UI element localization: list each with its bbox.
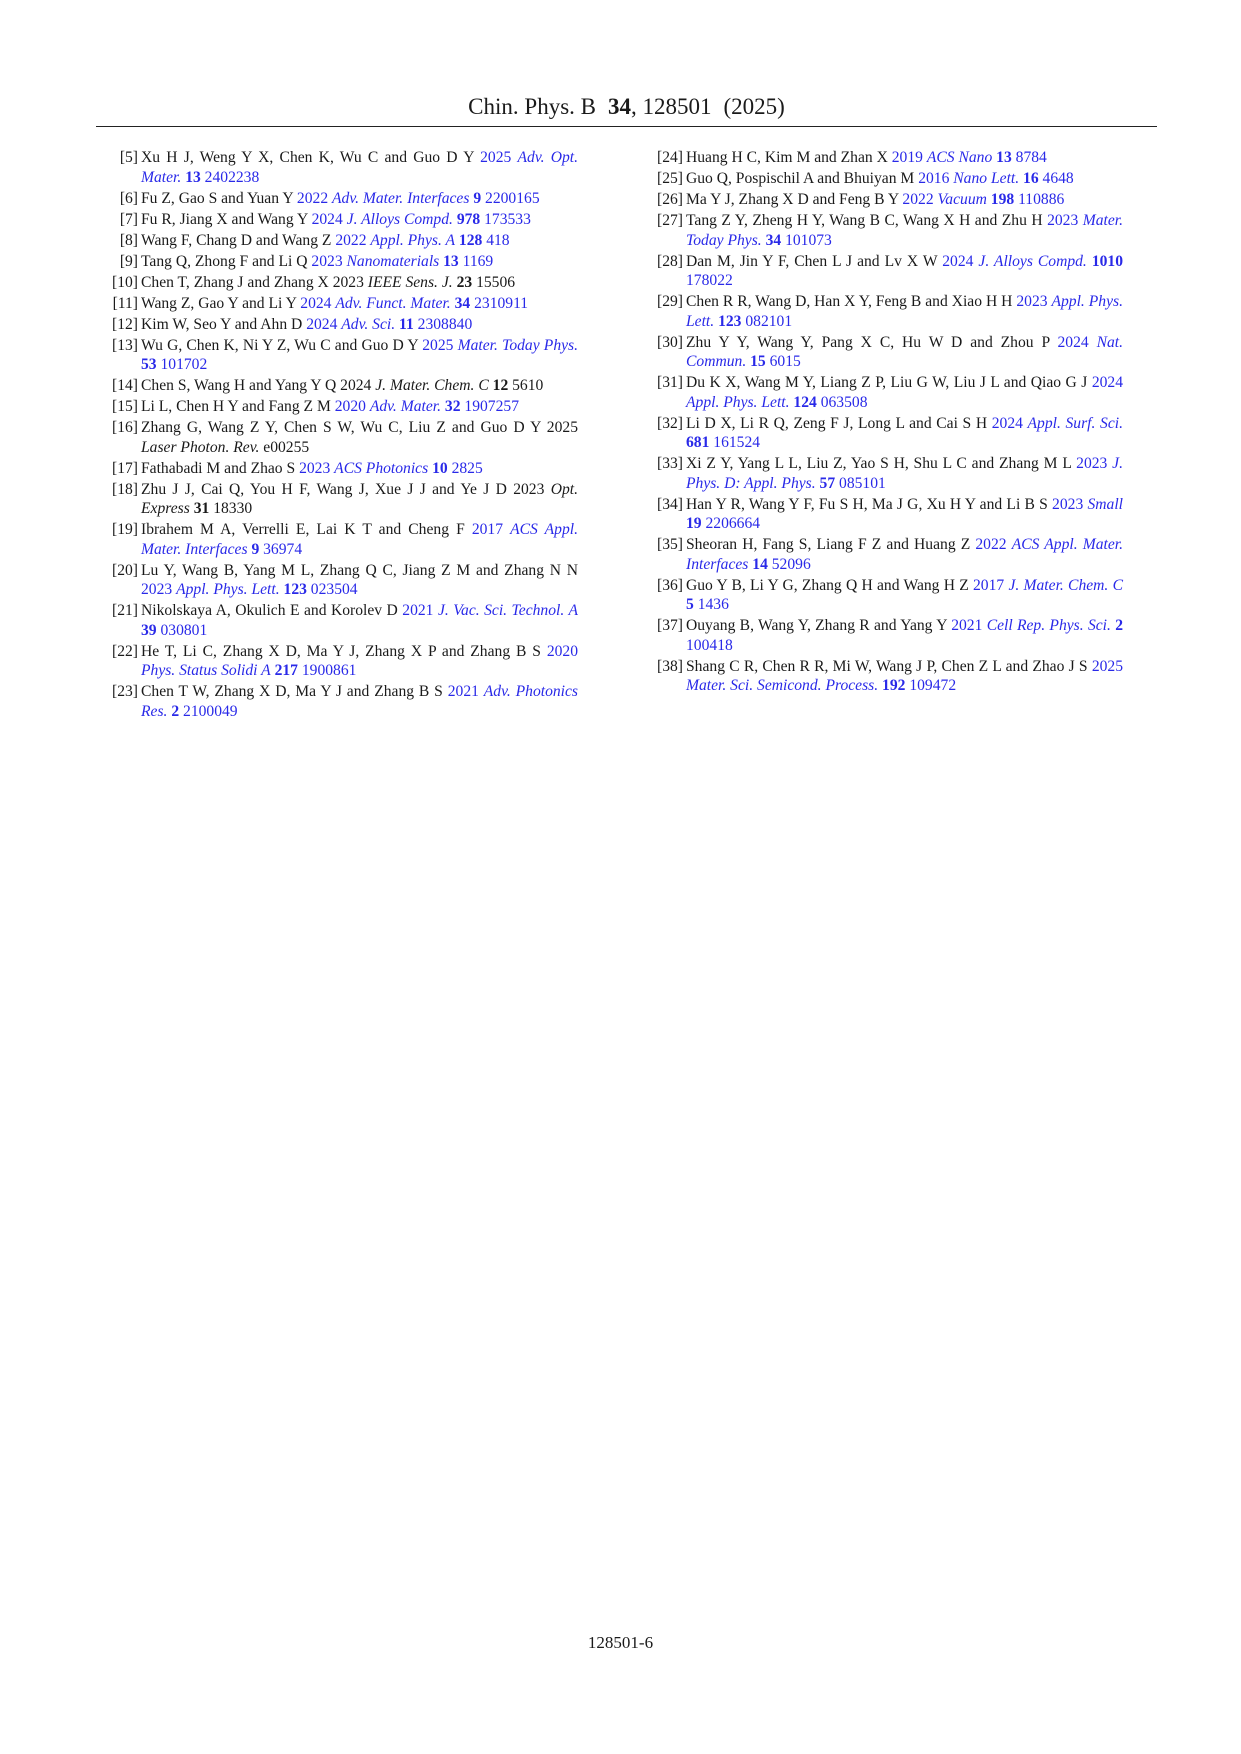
journal-link[interactable]: Adv. Opt. Mater. <box>141 149 578 186</box>
reference-segment: Du K X, Wang M Y, Liang Z P, Liu G W, Liu J L and Qiao G J <box>686 374 1092 391</box>
reference-text <box>141 315 578 335</box>
reference-segment: Fu Z, Gao S and Yuan Y <box>141 189 297 207</box>
reference-number: [21] <box>112 602 138 619</box>
reference-number: [16] <box>112 419 138 436</box>
reference-text <box>686 535 1123 574</box>
reference-text <box>141 231 578 251</box>
reference-number: [15] <box>112 398 138 415</box>
citation-link[interactable]: 030801 <box>156 621 208 639</box>
reference-segment: Xu H J, Weng Y X, Chen K, Wu C and Guo D Y <box>141 149 481 166</box>
volume-link[interactable]: 2 <box>171 702 180 720</box>
volume-link[interactable]: 57 <box>819 474 836 492</box>
volume-link[interactable]: 11 <box>399 315 414 333</box>
volume-link[interactable]: 123 <box>718 312 742 330</box>
reference-segment: Chen T, Zhang J and Zhang X 2023 <box>141 273 368 291</box>
volume-link[interactable]: 5 <box>686 596 694 613</box>
journal-link[interactable]: ACS Nano <box>926 149 993 166</box>
volume-link[interactable]: 9 <box>473 189 482 207</box>
citation-link[interactable]: 2022 <box>296 189 329 207</box>
reference-segment: Ouyang B, Wang Y, Zhang R and Yang Y <box>686 617 952 634</box>
reference-number: [5] <box>119 149 138 166</box>
journal-name: J. Mater. Chem. C <box>375 377 489 394</box>
reference-item <box>104 252 578 272</box>
reference-item <box>649 657 1123 696</box>
citation-link[interactable]: 2022 <box>975 536 1007 553</box>
volume-link[interactable]: 19 <box>686 515 702 532</box>
reference-text <box>686 211 1123 250</box>
reference-text <box>686 252 1123 291</box>
citation-link[interactable]: 2022 <box>335 231 367 249</box>
reference-text <box>141 397 578 417</box>
journal-name: IEEE Sens. J. <box>367 273 453 291</box>
journal-link[interactable]: Nat. Commun. <box>686 333 1123 370</box>
reference-segment: Xi Z Y, Yang L L, Liu Z, Yao S H, Shu L C and Zhang M L <box>686 455 1077 472</box>
volume-link[interactable]: 124 <box>793 393 817 411</box>
reference-segment: Zhang G, Wang Z Y, Chen S W, Wu C, Liu Z and Guo D Y 2025 <box>141 419 578 436</box>
citation-link[interactable]: 2016 <box>918 170 950 187</box>
reference-number: [6] <box>119 189 138 207</box>
reference-item <box>104 418 578 457</box>
reference-number: [18] <box>112 480 138 498</box>
reference-item <box>104 148 578 187</box>
citation-link[interactable]: 2024 <box>1057 333 1089 351</box>
journal-link[interactable]: Adv. Funct. Mater. <box>335 294 451 312</box>
reference-text <box>141 561 578 600</box>
citation-link[interactable]: 2024 <box>300 294 332 312</box>
citation-link[interactable]: 161524 <box>709 434 761 451</box>
volume-link[interactable]: 2 <box>1115 617 1123 634</box>
reference-item <box>649 616 1123 655</box>
citation-link[interactable]: 2023 <box>1052 495 1084 513</box>
citation-link[interactable]: 2021 <box>951 617 983 634</box>
reference-text <box>686 414 1123 453</box>
citation-link[interactable]: 52096 <box>767 555 811 573</box>
reference-item <box>104 336 578 375</box>
reference-item <box>649 454 1123 493</box>
references-right-column <box>649 148 1123 697</box>
reference-text <box>686 495 1123 534</box>
reference-text <box>686 454 1123 493</box>
citation-link[interactable]: 2024 <box>311 210 343 228</box>
article-number: 128501 <box>642 94 712 119</box>
reference-segment: 18330 <box>209 500 253 517</box>
volume-link[interactable]: 128 <box>458 231 483 249</box>
reference-segment: Wang Z, Gao Y and Li Y <box>141 294 301 312</box>
reference-text <box>141 480 578 519</box>
citation-link[interactable]: 1169 <box>458 252 494 270</box>
journal-link[interactable]: Nanomaterials <box>346 252 440 270</box>
volume-link[interactable]: 15 <box>750 353 766 370</box>
reference-item <box>649 190 1123 210</box>
citation-link[interactable]: 1900861 <box>297 662 357 679</box>
header-rule <box>96 126 1157 127</box>
page-header: Chin. Phys. B 34, 128501 (2025) <box>468 94 785 119</box>
reference-item <box>104 601 578 640</box>
reference-text <box>686 576 1123 615</box>
citation-link[interactable]: 2200165 <box>481 189 540 207</box>
reference-number: [27] <box>657 212 683 229</box>
citation-link[interactable]: 023504 <box>306 581 358 598</box>
citation-link[interactable]: 2024 <box>306 315 338 333</box>
citation-link[interactable]: 8784 <box>1011 149 1047 166</box>
journal-name: Chin. Phys. B <box>468 94 596 119</box>
references-left-column <box>104 148 578 723</box>
reference-segment: Zhu J J, Cai Q, You H F, Wang J, Xue J J and Ye J D 2023 <box>141 480 551 498</box>
reference-text <box>141 601 578 640</box>
reference-segment: Huang H C, Kim M and Zhan X <box>686 149 892 166</box>
citation-link[interactable]: 110886 <box>1014 191 1065 208</box>
reference-segment: Sheoran H, Fang S, Liang F Z and Huang Z <box>686 536 976 553</box>
volume-link[interactable]: 681 <box>686 434 710 451</box>
citation-link[interactable]: 1436 <box>693 596 729 613</box>
reference-segment: Ibrahem M A, Verrelli E, Lai K T and Cheng F <box>141 521 472 538</box>
reference-number: [25] <box>657 170 683 187</box>
citation-link[interactable]: 1907257 <box>460 398 519 415</box>
volume-link[interactable]: 978 <box>456 210 481 228</box>
citation-link[interactable]: 2025 <box>422 336 454 354</box>
citation-link[interactable]: 36974 <box>259 540 303 558</box>
reference-number: [20] <box>112 561 138 579</box>
reference-text <box>141 459 578 479</box>
volume-link[interactable]: 39 <box>141 621 157 639</box>
journal-volume: 34 <box>608 94 631 119</box>
citation-link[interactable]: 2020 <box>546 642 578 660</box>
reference-segment: Fathabadi M and Zhao S <box>141 459 300 477</box>
journal-link[interactable]: Adv. Photonics Res. <box>141 683 579 720</box>
reference-number: [13] <box>112 336 138 354</box>
volume-link[interactable]: 32 <box>444 398 461 415</box>
reference-number: [26] <box>657 191 683 208</box>
reference-item <box>104 459 578 479</box>
reference-item <box>104 520 578 559</box>
citation-link[interactable]: 2024 <box>991 414 1023 432</box>
reference-segment: Lu Y, Wang B, Yang M L, Zhang Q C, Jiang Z M and Zhang N N <box>141 561 578 579</box>
volume-link[interactable]: 10 <box>432 459 448 477</box>
page-number: 128501-6 <box>587 1633 654 1652</box>
citation-link[interactable]: 101702 <box>156 356 208 373</box>
volume-link[interactable]: 9 <box>251 540 260 558</box>
reference-segment: Nikolskaya A, Okulich E and Korolev D <box>141 602 403 619</box>
volume-link[interactable]: 198 <box>990 191 1015 208</box>
citation-link[interactable]: 2100049 <box>179 702 238 720</box>
volume-number: 12 <box>492 377 509 394</box>
reference-segment <box>1089 334 1097 351</box>
reference-text <box>141 336 578 375</box>
reference-item <box>104 561 578 600</box>
reference-item <box>649 211 1123 250</box>
reference-text <box>686 190 1123 210</box>
reference-text <box>141 210 578 230</box>
reference-text <box>141 520 578 559</box>
journal-link[interactable]: Mater. Today Phys. <box>686 212 1124 249</box>
reference-number: [17] <box>112 459 138 477</box>
reference-item <box>104 273 578 293</box>
citation-link[interactable]: 082101 <box>741 312 793 330</box>
reference-segment: Li L, Chen H Y and Fang Z M <box>141 398 335 415</box>
reference-segment: Han Y R, Wang Y F, Fu S H, Ma J G, Xu H Y and Li B S <box>686 495 1053 513</box>
reference-item <box>104 682 578 721</box>
reference-segment: Guo Q, Pospischil A and Bhuiyan M <box>686 170 919 187</box>
citation-link[interactable]: 4648 <box>1038 170 1074 187</box>
journal-link[interactable]: J. Vac. Sci. Technol. A <box>437 602 578 619</box>
reference-segment: Zhu Y Y, Wang Y, Pang X C, Hu W D and Zhou P <box>686 333 1058 351</box>
journal-link[interactable]: J. Alloys Compd. <box>346 210 453 228</box>
citation-link[interactable]: 101073 <box>781 231 832 249</box>
volume-link[interactable]: 192 <box>882 677 906 694</box>
journal-link[interactable]: Small <box>1087 495 1123 513</box>
journal-link[interactable]: J. Phys. D: Appl. Phys. <box>686 455 1123 492</box>
journal-link[interactable]: Appl. Phys. A <box>370 231 456 249</box>
volume-number: 23 <box>456 273 473 291</box>
citation-link[interactable]: 2023 <box>299 459 331 477</box>
journal-name: Laser Photon. Rev. <box>141 438 260 456</box>
citation-link[interactable]: 2022 <box>902 191 934 208</box>
reference-segment: e00255 <box>259 438 310 456</box>
reference-text <box>141 642 578 681</box>
reference-segment: Kim W, Seo Y and Ahn D <box>141 315 307 333</box>
reference-text <box>141 682 578 721</box>
citation-link[interactable]: 2025 <box>480 149 512 166</box>
citation-link[interactable]: 2023 <box>141 581 173 598</box>
reference-number: [11] <box>112 294 138 312</box>
reference-text <box>686 292 1123 331</box>
citation-link[interactable]: 2308840 <box>413 315 473 333</box>
reference-number: [35] <box>657 536 683 553</box>
volume-link[interactable]: 1010 <box>1091 252 1123 270</box>
reference-number: [34] <box>657 495 683 513</box>
reference-item <box>104 231 578 251</box>
reference-item <box>649 252 1123 291</box>
reference-segment: Li D X, Li R Q, Zeng F J, Long L and Cai S H <box>686 414 992 432</box>
citation-link[interactable]: 2402238 <box>200 168 260 186</box>
volume-number: 31 <box>193 500 210 517</box>
reference-number: [32] <box>657 414 683 432</box>
journal-link[interactable]: Appl. Phys. Lett. <box>176 581 280 598</box>
reference-item <box>104 480 578 519</box>
reference-number: [19] <box>112 521 138 538</box>
reference-text <box>141 294 578 314</box>
citation-link[interactable]: 2017 <box>973 576 1005 594</box>
citation-link[interactable]: 2019 <box>891 149 923 166</box>
reference-number: [29] <box>657 293 683 310</box>
reference-item <box>649 148 1123 168</box>
reference-item <box>104 642 578 681</box>
reference-number: [24] <box>657 149 683 166</box>
reference-item <box>104 189 578 209</box>
volume-link[interactable]: 123 <box>283 581 307 598</box>
journal-link[interactable]: Cell Rep. Phys. Sci. <box>986 617 1111 634</box>
journal-name: Opt. Express <box>141 480 578 517</box>
reference-item <box>649 535 1123 574</box>
reference-item <box>104 294 578 314</box>
citation-link[interactable]: 109472 <box>905 677 957 694</box>
journal-link[interactable]: Mater. Sci. Semicond. Process. <box>686 677 879 694</box>
citation-link[interactable]: 2021 <box>447 683 479 700</box>
journal-link[interactable]: Adv. Mater. <box>369 398 442 415</box>
volume-link[interactable]: 34 <box>765 231 782 249</box>
reference-item <box>649 576 1123 615</box>
volume-link[interactable]: 13 <box>443 252 459 270</box>
reference-number: [37] <box>657 617 683 634</box>
reference-segment: Wu G, Chen K, Ni Y Z, Wu C and Guo D Y <box>141 336 423 354</box>
citation-link[interactable]: 2025 <box>1091 657 1123 675</box>
reference-number: [36] <box>657 576 683 594</box>
journal-link[interactable]: ACS Appl. Mater. Interfaces <box>686 536 1123 573</box>
journal-link[interactable]: Nano Lett. <box>953 170 1020 187</box>
citation-link[interactable]: 178022 <box>686 272 733 289</box>
citation-link[interactable]: 173533 <box>480 210 531 228</box>
reference-item <box>104 315 578 335</box>
reference-number: [31] <box>657 374 683 391</box>
citation-link[interactable]: 6015 <box>765 353 801 370</box>
reference-segment: Dan M, Jin Y F, Chen L J and Lv X W <box>686 252 943 270</box>
citation-link[interactable]: 2024 <box>942 252 974 270</box>
reference-text <box>686 148 1123 168</box>
reference-text <box>141 148 578 187</box>
volume-link[interactable]: 13 <box>185 168 201 186</box>
reference-number: [12] <box>112 315 138 333</box>
reference-number: [10] <box>112 273 138 291</box>
reference-item <box>649 373 1123 412</box>
journal-link[interactable]: Adv. Sci. <box>341 315 396 333</box>
volume-link[interactable]: 16 <box>1023 170 1039 187</box>
journal-link[interactable]: Mater. Today Phys. <box>457 336 579 354</box>
reference-text <box>686 169 1123 189</box>
reference-number: [33] <box>657 455 683 472</box>
volume-link[interactable]: 34 <box>454 294 471 312</box>
reference-segment: Chen T W, Zhang X D, Ma Y J and Zhang B S <box>141 683 448 700</box>
reference-text <box>686 373 1123 412</box>
reference-item <box>104 397 578 417</box>
reference-number: [38] <box>657 657 683 675</box>
citation-link[interactable]: 2017 <box>471 521 504 538</box>
reference-segment: Fu R, Jiang X and Wang Y <box>141 210 312 228</box>
reference-segment: Ma Y J, Zhang X D and Feng B Y <box>686 191 903 208</box>
citation-link[interactable]: 063508 <box>816 393 868 411</box>
journal-link[interactable]: J. Mater. Chem. C <box>1008 576 1123 594</box>
citation-link[interactable]: 2021 <box>402 602 434 619</box>
volume-link[interactable]: 217 <box>274 662 298 679</box>
reference-segment: 15506 <box>472 273 516 291</box>
reference-text <box>141 418 578 457</box>
reference-segment: 5610 <box>508 377 544 394</box>
reference-segment: Shang C R, Chen R R, Mi W, Wang J P, Chen Z L and Zhao J S <box>686 657 1092 675</box>
reference-item <box>649 414 1123 453</box>
reference-text <box>686 616 1123 655</box>
reference-item <box>649 495 1123 534</box>
reference-number: [8] <box>119 231 138 249</box>
citation-link[interactable]: 100418 <box>686 636 733 654</box>
reference-segment: Wang F, Chang D and Wang Z <box>141 231 336 249</box>
reference-text <box>141 376 578 396</box>
reference-text <box>686 333 1123 372</box>
reference-segment: Chen R R, Wang D, Han X Y, Feng B and Xiao H H <box>686 293 1017 310</box>
volume-link[interactable]: 13 <box>996 149 1012 166</box>
reference-item <box>649 333 1123 372</box>
reference-number: [22] <box>112 642 138 660</box>
publication-year: (2025) <box>723 94 785 119</box>
reference-segment: Tang Q, Zhong F and Li Q <box>141 252 312 270</box>
reference-text <box>141 252 578 272</box>
journal-link[interactable]: Appl. Surf. Sci. <box>1027 414 1123 432</box>
citation-link[interactable]: 2023 <box>1016 293 1048 310</box>
reference-item <box>649 292 1123 331</box>
citation-link[interactable]: 2023 <box>311 252 343 270</box>
journal-link[interactable]: Appl. Phys. Lett. <box>686 293 1123 330</box>
reference-segment: He T, Li C, Zhang X D, Ma Y J, Zhang X P and Zhang B S <box>141 642 547 660</box>
volume-link[interactable]: 14 <box>752 555 768 573</box>
reference-number: [23] <box>112 683 138 700</box>
reference-number: [28] <box>657 252 683 270</box>
reference-text <box>141 273 578 293</box>
reference-segment: Guo Y B, Li Y G, Zhang Q H and Wang H Z <box>686 576 973 594</box>
reference-number: [7] <box>119 210 138 228</box>
reference-text <box>141 189 578 209</box>
reference-segment: Chen S, Wang H and Yang Y Q 2024 <box>141 377 376 394</box>
citation-link[interactable]: 085101 <box>835 474 886 492</box>
journal-link[interactable]: ACS Appl. Mater. Interfaces <box>141 521 578 558</box>
citation-link[interactable]: 2206664 <box>701 515 761 532</box>
reference-item <box>104 210 578 230</box>
volume-link[interactable]: 53 <box>141 356 157 373</box>
reference-number: [9] <box>119 252 138 270</box>
citation-link[interactable]: 2023 <box>1076 455 1108 472</box>
citation-link[interactable]: 418 <box>482 231 510 249</box>
citation-link[interactable]: 2825 <box>447 459 483 477</box>
reference-text <box>686 657 1123 696</box>
journal-link[interactable]: Adv. Mater. Interfaces <box>332 189 470 207</box>
reference-segment: Tang Z Y, Zheng H Y, Wang B C, Wang X H and Zhu H <box>686 212 1048 229</box>
journal-link[interactable]: Vacuum <box>937 191 987 208</box>
reference-number: [30] <box>657 333 683 351</box>
journal-link[interactable]: ACS Photonics <box>334 459 429 477</box>
citation-link[interactable]: 2024 <box>1091 374 1123 391</box>
reference-item <box>104 376 578 396</box>
journal-link[interactable]: Phys. Status Solidi A <box>141 662 271 679</box>
citation-link[interactable]: 2310911 <box>470 294 529 312</box>
journal-link[interactable]: Appl. Phys. Lett. <box>686 393 790 411</box>
journal-link[interactable]: J. Alloys Compd. <box>978 252 1087 270</box>
citation-link[interactable]: 2023 <box>1047 212 1079 229</box>
citation-link[interactable]: 2020 <box>334 398 366 415</box>
reference-item <box>649 169 1123 189</box>
reference-number: [14] <box>112 377 138 394</box>
